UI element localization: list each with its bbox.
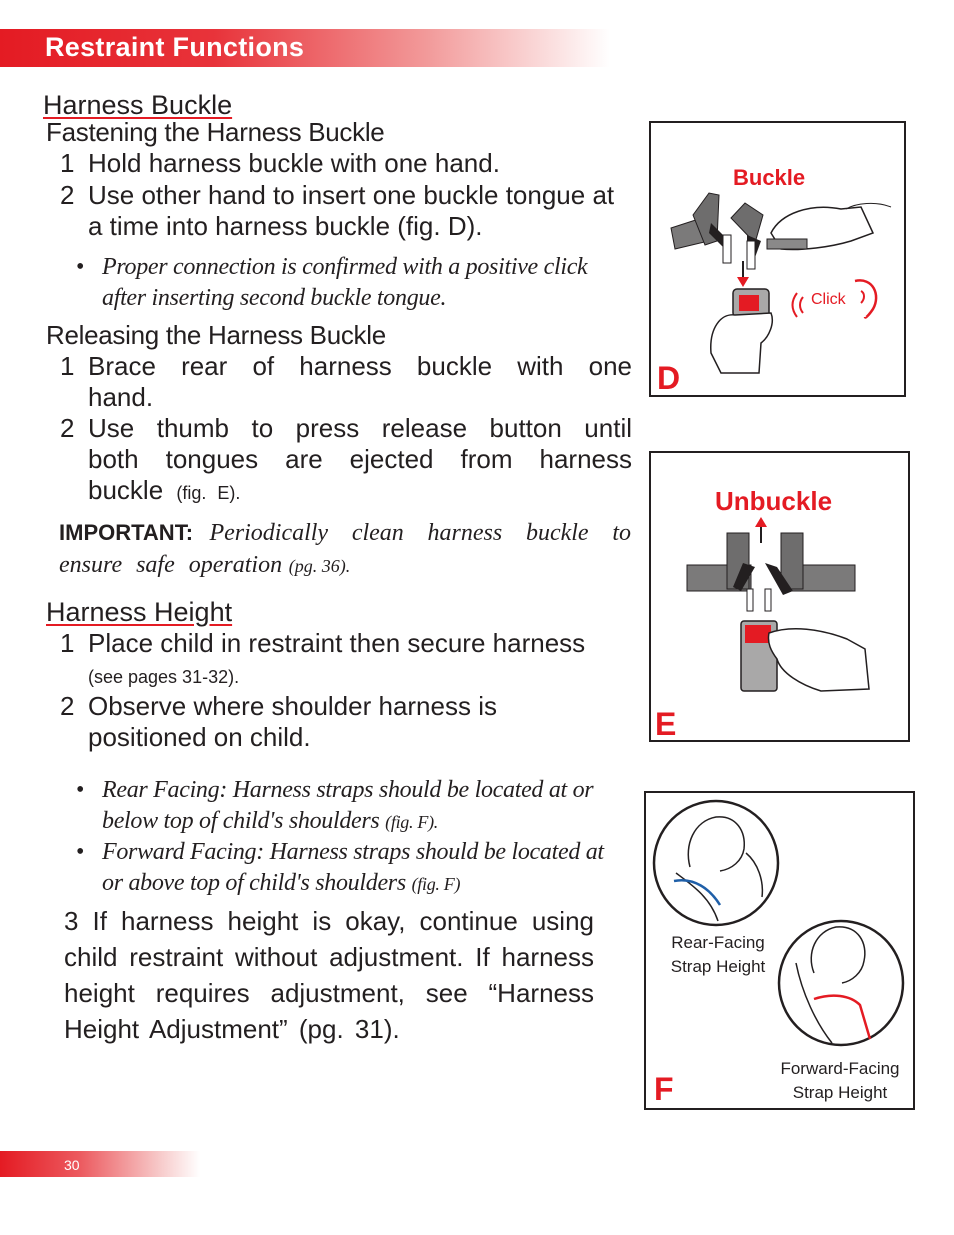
rear-facing-label-line2: Strap Height	[670, 957, 766, 976]
step-text: Brace rear of harness buckle with one hand.	[88, 351, 632, 412]
step-text: Observe where shoulder harness is positioned on child.	[88, 691, 497, 752]
figure-ref: (fig. F)	[411, 874, 461, 894]
section-heading-harness-buckle: Harness Buckle	[43, 90, 233, 120]
height-step-2	[60, 691, 632, 755]
bullet-dot: •	[76, 254, 85, 280]
buckle-label: Buckle	[733, 165, 806, 190]
bullet-text: Forward Facing: Harness straps should be located at or above top of child's shoulders	[102, 839, 604, 896]
page-number: 30	[64, 1157, 80, 1173]
figure-d	[649, 121, 906, 397]
figure-letter-e: E	[655, 706, 677, 740]
step-text: Use thumb to press release button until both tongues are ejected from harness buckle	[88, 413, 632, 505]
step-number: 1	[60, 351, 75, 381]
release-step-2	[60, 413, 632, 509]
step-text: Use other hand to insert one buckle tongue at a time into harness buckle (fig. D).	[88, 180, 615, 241]
height-step-3: 3 If harness height is okay, continue using child restraint without adjustment. If harness height requires adjustment, see “Harness Height Adjustment” (pg. 31).	[64, 906, 594, 1044]
fasten-bullet	[76, 252, 632, 316]
step-number: 2	[60, 413, 75, 443]
forward-facing-label-line1: Forward-Facing	[780, 1059, 900, 1078]
page-ref: (pg. 36).	[288, 556, 351, 576]
step-text: Place child in restraint then secure harness	[88, 628, 586, 658]
figure-ref: (fig. F).	[385, 812, 438, 832]
subheading-fastening: Fastening the Harness Buckle	[46, 117, 385, 147]
release-step-1	[60, 351, 632, 415]
step-number: 1	[60, 148, 75, 178]
step-number: 1	[60, 628, 75, 658]
unbuckle-label: Unbuckle	[715, 486, 833, 516]
important-note	[59, 517, 631, 582]
figure-letter-f: F	[654, 1071, 674, 1107]
step-number: 2	[60, 180, 75, 210]
figure-f	[644, 791, 915, 1110]
bullet-text: Proper connection is confirmed with a positive click after inserting second buckle tongue.	[102, 254, 588, 311]
page-title: Restraint Functions	[45, 32, 305, 62]
step-number: 2	[60, 691, 75, 721]
figure-letter-d: D	[657, 360, 681, 395]
rear-facing-label-line1: Rear-Facing	[671, 933, 765, 952]
height-step-1	[60, 628, 632, 692]
buckle-illustration	[651, 123, 904, 395]
footer-bar	[0, 1151, 200, 1177]
bullet-dot: •	[76, 777, 85, 803]
forward-facing-label-line2: Strap Height	[792, 1083, 888, 1102]
bullet-dot: •	[76, 839, 85, 865]
click-label: Click	[811, 291, 846, 308]
step-text: Hold harness buckle with one hand.	[88, 148, 500, 178]
subheading-releasing: Releasing the Harness Buckle	[46, 320, 386, 350]
fasten-step-2	[60, 180, 632, 244]
unbuckle-illustration	[651, 453, 908, 740]
height-bullet-forward	[76, 837, 616, 901]
page-ref: (see pages 31-32).	[88, 667, 240, 687]
section-heading-harness-height: Harness Height	[46, 597, 233, 627]
strap-height-illustration	[646, 793, 913, 1108]
important-label: IMPORTANT:	[59, 520, 194, 545]
height-bullet-rear	[76, 775, 606, 839]
important-text: Periodically clean harness buckle to ensure safe operation	[59, 520, 631, 578]
bullet-text: Rear Facing: Harness straps should be located at or below top of child's shoulders	[102, 777, 594, 834]
figure-ref: (fig. E).	[176, 483, 241, 503]
figure-e	[649, 451, 910, 742]
